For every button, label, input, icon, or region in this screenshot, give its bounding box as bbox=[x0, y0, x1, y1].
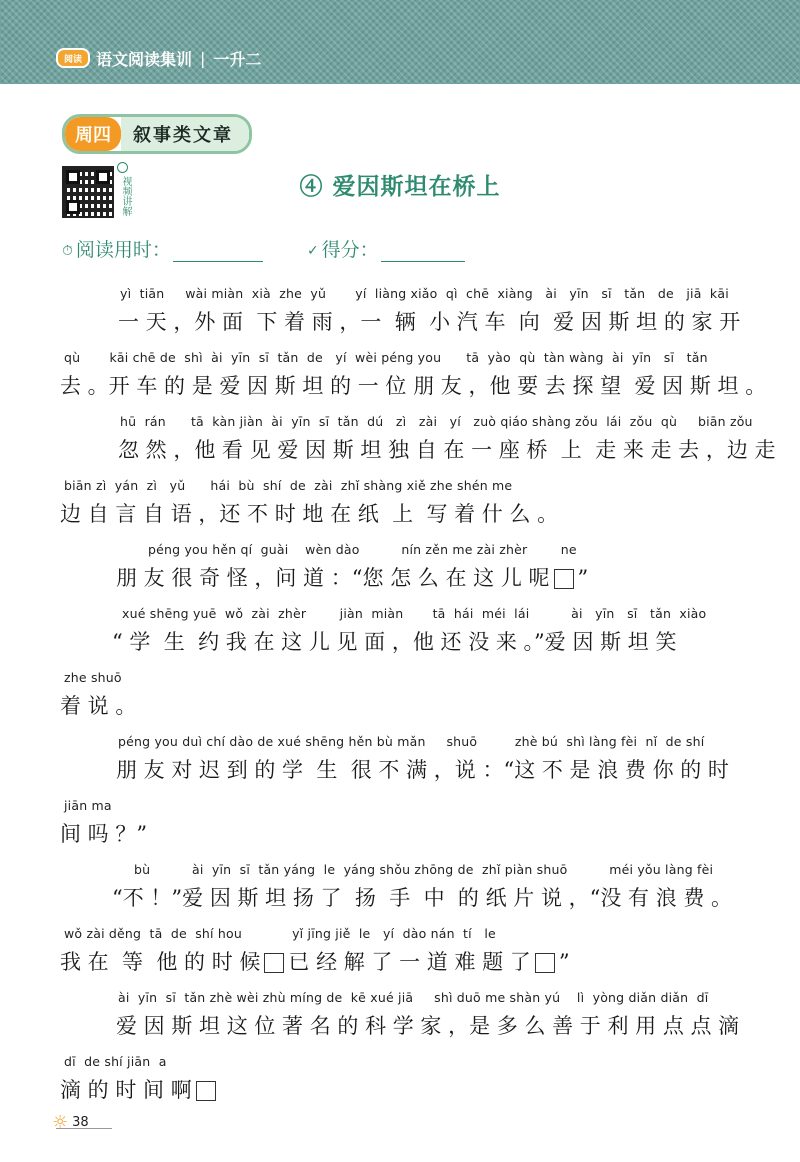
hanzi-text: 边 自 言 自 语 ，还 不 时 地 在 纸 上 写 着 什 么 。 bbox=[60, 502, 559, 526]
text-line bbox=[0, 414, 800, 474]
hanzi-text: 爱 因 斯 坦 这 位 著 名 的 科 学 家 ，是 多 么 善 于 利 用 点 点 滴 bbox=[116, 1014, 740, 1038]
pinyin-row: zhe shuō bbox=[64, 670, 122, 685]
text-line bbox=[0, 542, 800, 602]
pinyin-row: ài yīn sī tǎn zhè wèi zhù míng de kē xué jiā shì duō me shàn yú lì yòng diǎn diǎn dī bbox=[118, 990, 709, 1005]
hanzi-row bbox=[118, 434, 776, 464]
header-band bbox=[0, 0, 800, 84]
hanzi-text: 朋 友 很 奇 怪 ，问 道 ：“您 怎 么 在 这 儿 呢 bbox=[116, 566, 550, 590]
hanzi-text: 间 吗 ？” bbox=[60, 822, 148, 846]
text-line bbox=[0, 1054, 800, 1114]
hanzi-text: 滴 的 时 间 啊 bbox=[60, 1078, 192, 1102]
punctuation-answer-box[interactable] bbox=[554, 569, 574, 589]
text-line bbox=[0, 606, 800, 666]
pinyin-row: dī de shí jiān a bbox=[64, 1054, 167, 1069]
pinyin-row: péng you duì chí dào de xué shēng hěn bù mǎn shuō zhè bú shì làng fèi nǐ de shí bbox=[118, 734, 705, 749]
hanzi-text: 朋 友 对 迟 到 的 学 生 很 不 满 ，说 ：“这 不 是 浪 费 你 的 时 bbox=[116, 758, 729, 782]
punctuation-answer-box[interactable] bbox=[196, 1081, 216, 1101]
text-line bbox=[0, 862, 800, 922]
text-line bbox=[0, 734, 800, 794]
hanzi-text: 去 。开 车 的 是 爱 因 斯 坦 的 一 位 朋 友 ，他 要 去 探 望 爱 因 斯 坦 。 bbox=[60, 374, 767, 398]
text-line bbox=[0, 990, 800, 1050]
text-line bbox=[0, 798, 800, 858]
article-title: ④ 爱因斯坦在桥上 bbox=[299, 173, 501, 200]
hanzi-row bbox=[60, 498, 558, 528]
time-label: 阅读用时： bbox=[75, 239, 171, 261]
pinyin-row: wǒ zài děng tā de shí hou yǐ jīng jiě le yí dào nán tí le bbox=[64, 926, 496, 941]
hanzi-row bbox=[60, 946, 570, 976]
hanzi-row bbox=[112, 882, 732, 912]
hanzi-row bbox=[116, 1010, 739, 1040]
closing-quote: ” bbox=[558, 950, 570, 974]
topic-label: 叙事类文章 bbox=[121, 117, 249, 151]
text-line bbox=[0, 926, 800, 986]
punctuation-answer-box[interactable] bbox=[264, 953, 284, 973]
page-underline bbox=[56, 1128, 112, 1129]
week-label: 周四 bbox=[65, 117, 121, 151]
sun-icon: ☼ bbox=[52, 1112, 69, 1133]
header-separator: | bbox=[200, 48, 206, 68]
score-blank[interactable] bbox=[381, 239, 465, 262]
hanzi-text: “ 学 生 约 我 在 这 儿 见 面 ，他 还 没 来 。”爱 因 斯 坦 笑 bbox=[112, 630, 677, 654]
pinyin-row: qù kāi chē de shì ài yīn sī tǎn de yí wèi péng you tā yào qù tàn wàng ài yīn sī tǎn bbox=[64, 350, 708, 365]
hanzi-text: 忽 然 ，他 看 见 爱 因 斯 坦 独 自 在 一 座 桥 上 走 来 走 去 ，边 走 bbox=[118, 438, 776, 462]
hanzi-row bbox=[60, 818, 147, 848]
hanzi-text: 我 在 等 他 的 时 候 bbox=[60, 950, 261, 974]
score-label: 得分： bbox=[321, 239, 379, 261]
page-number bbox=[52, 1112, 89, 1133]
check-icon: ✓ bbox=[306, 243, 319, 259]
time-blank[interactable] bbox=[173, 239, 263, 262]
hanzi-row bbox=[116, 562, 588, 592]
closing-quote: ” bbox=[577, 566, 589, 590]
hanzi-row bbox=[118, 306, 740, 336]
book-badge-icon: 阅读 bbox=[56, 48, 90, 68]
clock-icon: ⏱ bbox=[62, 243, 73, 259]
pinyin-row: hū rán tā kàn jiàn ài yīn sī tǎn dú zì zài yí zuò qiáo shàng zǒu lái zǒu qù biān zǒu bbox=[120, 414, 753, 429]
hanzi-row bbox=[116, 754, 729, 784]
pinyin-row: péng you hěn qí guài wèn dào nín zěn me zài zhèr ne bbox=[148, 542, 577, 557]
hanzi-row bbox=[112, 626, 676, 656]
text-line bbox=[0, 286, 800, 346]
hanzi-text: 一 天 ，外 面 下 着 雨 ，一 辆 小 汽 车 向 爱 因 斯 坦 的 家 开 bbox=[118, 310, 741, 334]
hanzi-text: 着 说 。 bbox=[60, 694, 137, 718]
pinyin-row: yì tiān wài miàn xià zhe yǔ yí liàng xiǎo qì chē xiàng ài yīn sī tǎn de jiā kāi bbox=[120, 286, 729, 301]
pinyin-row: xué shēng yuē wǒ zài zhèr jiàn miàn tā hái méi lái ài yīn sī tǎn xiào bbox=[122, 606, 707, 621]
hanzi-text: “不 ！”爱 因 斯 坦 扬 了 扬 手 中 的 纸 片 说 ，“没 有 浪 费 。 bbox=[112, 886, 733, 910]
text-line bbox=[0, 670, 800, 730]
pinyin-row: bù ài yīn sī tǎn yáng le yáng shǒu zhōng de zhǐ piàn shuō méi yǒu làng fèi bbox=[134, 862, 714, 877]
book-title: 语文阅读集训 bbox=[96, 49, 193, 69]
header-bar bbox=[56, 46, 261, 70]
reading-info bbox=[62, 232, 465, 262]
section-tag bbox=[62, 114, 252, 154]
page-number-text: 38 bbox=[72, 1115, 89, 1130]
video-label: 视频讲解 bbox=[120, 176, 131, 216]
hanzi-row bbox=[60, 690, 136, 720]
pinyin-row: jiān ma bbox=[64, 798, 112, 813]
punctuation-answer-box[interactable] bbox=[535, 953, 555, 973]
text-line bbox=[0, 350, 800, 410]
text-line bbox=[0, 478, 800, 538]
hanzi-row bbox=[60, 370, 766, 400]
hanzi-text: 已 经 解 了 一 道 难 题 了 bbox=[288, 950, 531, 974]
hanzi-row bbox=[60, 1074, 220, 1104]
grade-label: 一升二 bbox=[213, 49, 262, 69]
pinyin-row: biān zì yán zì yǔ hái bù shí de zài zhǐ shàng xiě zhe shén me bbox=[64, 478, 513, 493]
